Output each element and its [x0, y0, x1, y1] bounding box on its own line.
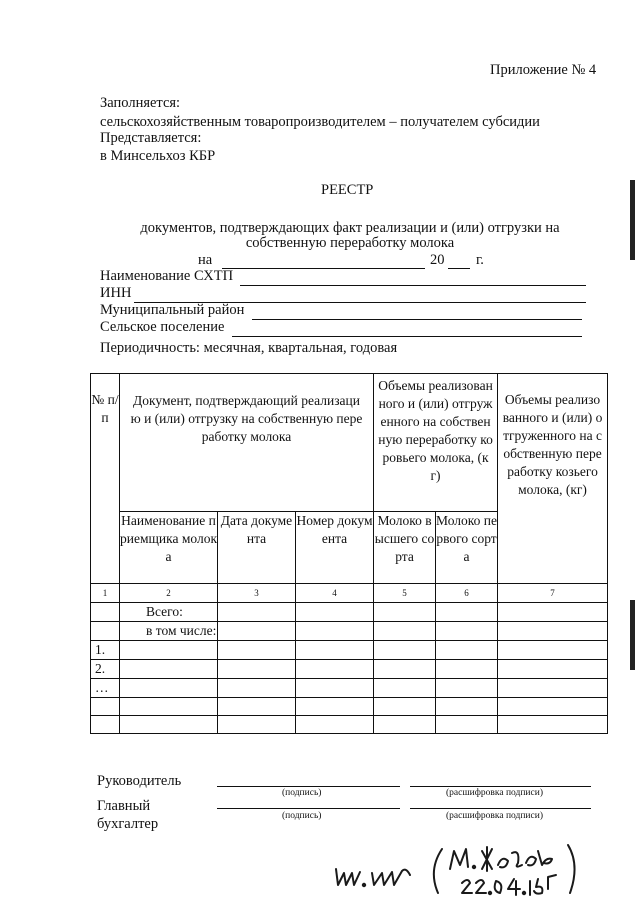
table-row	[91, 679, 608, 698]
header-doc-number: Номер документа	[296, 512, 374, 584]
date-prefix: на	[198, 252, 213, 268]
total-label: Всего:	[120, 603, 218, 622]
including-label: в том числе:	[120, 622, 218, 641]
field-line-district[interactable]	[252, 319, 582, 320]
binder-mark	[630, 600, 635, 670]
accountant-sign-hint: (подпись)	[282, 811, 322, 821]
field-label-district: Муниципальный район	[100, 302, 245, 318]
header-top-grade: Молоко высшего сорта	[374, 512, 436, 584]
col-number: 4	[296, 584, 374, 603]
field-label-inn: ИНН	[100, 285, 132, 301]
document-title: РЕЕСТР	[321, 182, 374, 198]
registry-table	[90, 373, 608, 734]
table-row	[91, 716, 608, 734]
col-number: 7	[498, 584, 608, 603]
handwritten-signature	[330, 835, 590, 900]
head-decode-line[interactable]	[410, 786, 591, 787]
year-prefix: 20	[430, 252, 445, 268]
head-label: Руководитель	[97, 773, 182, 789]
table-row	[91, 698, 608, 716]
col-number: 2	[120, 584, 218, 603]
title-line-2: собственную переработку молока	[245, 235, 455, 251]
header-number: № п/п	[91, 374, 120, 584]
table-row	[91, 603, 608, 622]
col-number: 3	[218, 584, 296, 603]
title-line-1: документов, подтверждающих факт реализации и (или) отгрузки на	[140, 220, 560, 236]
appendix-label: Приложение № 4	[490, 62, 597, 78]
binder-mark	[630, 180, 635, 260]
fill-value: сельскохозяйственным товаропроизводителем – получателем субсидии	[100, 114, 540, 130]
row-number: 1.	[91, 641, 120, 660]
row-number: 2.	[91, 660, 120, 679]
accountant-decode-hint: (расшифровка подписи)	[446, 811, 543, 821]
header-goat-milk: Объемы реализованного и (или) отгруженного на собственную переработку козьего молока, (кг)	[498, 374, 608, 584]
field-line-name[interactable]	[240, 285, 586, 286]
col-number: 5	[374, 584, 436, 603]
date-field-line[interactable]	[222, 268, 425, 269]
head-sign-hint: (подпись)	[282, 788, 322, 798]
col-number: 1	[91, 584, 120, 603]
header-date: Дата документа	[218, 512, 296, 584]
header-first-grade: Молоко первого сорта	[436, 512, 498, 584]
accountant-signature-line[interactable]	[217, 808, 400, 809]
submit-value: в Минсельхоз КБР	[100, 148, 216, 164]
accountant-label-2: бухгалтер	[97, 816, 159, 832]
head-decode-hint: (расшифровка подписи)	[446, 788, 543, 798]
fill-label: Заполняется:	[100, 95, 181, 111]
year-field-line[interactable]	[448, 268, 470, 269]
year-suffix: г.	[476, 252, 484, 268]
head-signature-line[interactable]	[217, 786, 400, 787]
periodicity: Периодичность: месячная, квартальная, годовая	[100, 340, 398, 356]
field-label-settlement: Сельское поселение	[100, 319, 225, 335]
header-cow-milk: Объемы реализованного и (или) отгруженного на собственную переработку коровьего молока, (кг)	[374, 374, 498, 512]
table-row	[91, 660, 608, 679]
table-row	[91, 622, 608, 641]
header-document: Документ, подтверждающий реализацию и (или) отгрузку на собственную переработку молока	[120, 374, 374, 512]
header-receiver: Наименование приемщика молока	[120, 512, 218, 584]
col-number: 6	[436, 584, 498, 603]
field-line-settlement[interactable]	[232, 336, 582, 337]
accountant-label-1: Главный	[97, 798, 151, 814]
submit-label: Представляется:	[100, 130, 202, 146]
field-label-name: Наименование СХТП	[100, 268, 234, 284]
row-number: …	[91, 679, 120, 698]
accountant-decode-line[interactable]	[410, 808, 591, 809]
table-row	[91, 641, 608, 660]
